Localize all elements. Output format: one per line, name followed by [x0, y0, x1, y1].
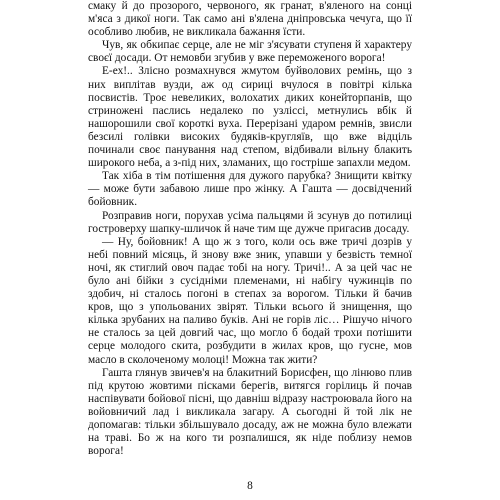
paragraph: Гашта глянув звичев'я на блакитний Борисфен, що лінюво плив під крутою жовтими пісками берегів, витягся горілиць й почав наспівувати бойової пісні, що давніш відразу настроювала його на войовничий лад і викликала загару. А сьогодні й той лік не допомагав: тільки збільшувало досаду, аж не можна було влежати на траві. Бо ж на кого ти розпалишся, як ніде поблизу немов ворога!	[88, 366, 412, 458]
paragraph: Е-ех!.. Злісно розмахнувся жмутом буйволових ремінь, що з них виплітав вузди, аж од сириці вчулося в повітрі кілька посвистів. Троє невеликих, волохатих диких конейторпанів, що стриножені паслись недалеко по узліссі, метнулись вбік й нашорошили свої короткі вуха. Перерізані ударом ремнів, звисли безсилі голівки високих будяків-кругляїв, що вже відціль починали своє панування над степом, відбивали вільну блакить широкого неба, а з-під них, зламаних, що гостріше запахли медом.	[88, 65, 412, 170]
page-number: 8	[247, 480, 253, 492]
paragraph: — Ну, бойовник! А що ж з того, коли ось вже тричі дозрів у небі повний місяць, й знову вже зник, упавши у безвість темної ночі, як стиглий овоч падає тобі на ногу. Тричі!.. А за цей час не було ані бійки з сусідніми племенами, ні набігу чужинців по здобич, ні сталось погоні в степах за ворогом. Тільки й бачив кров, що з упольованих звірят. Тільки всього й знищення, що кілька зрубаних на паливо буків. Ані не горів ліс… Рішучо нічого не сталось за цей довгий час, що могло б бодай трохи потішити серце молодого скита, розбудити в жилах кров, що гусне, мов масло в сколоченому молоці! Можна так жити?	[88, 235, 412, 366]
paragraph: Чув, як обкипає серце, але не міг з'ясувати ступеня й характеру своєї досади. От немовби згубив у вже переможеного ворога!	[88, 39, 412, 65]
paragraph: Так хіба в тім потішення для дужого парубка? Знищити квітку — може бути забавою лише про жінку. А Гашта — досвідчений бойовник.	[88, 170, 412, 209]
paragraph: Розправив ноги, порухав усіма пальцями й зсунув до потилиці гостроверху шапку-шличок й наче тим ще дужче пригасив досаду.	[88, 209, 412, 235]
paragraph: смаку й до прозорого, червоного, як гранат, в'яленого на сонці м'яса з дикої ноги. Так само ані в'ялена дніпровська чечуга, що її особливо любив, не викликала бажання їсти.	[88, 0, 412, 39]
page-text	[88, 0, 412, 458]
